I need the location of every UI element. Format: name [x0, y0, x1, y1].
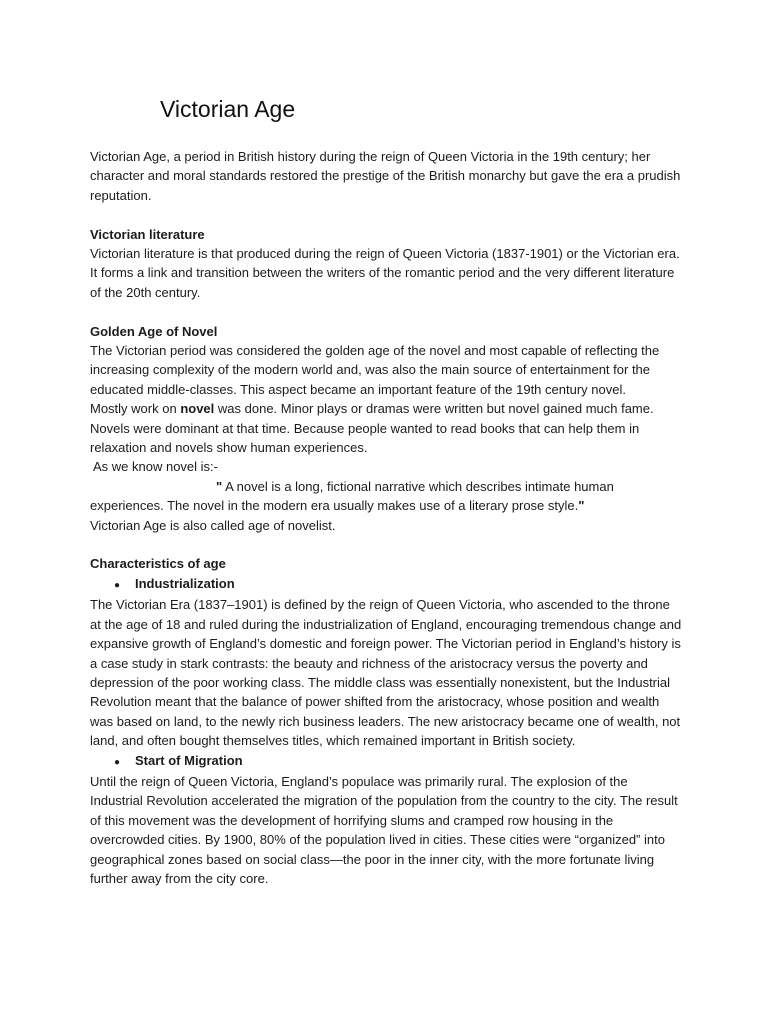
section-heading-literature: Victorian literature	[90, 226, 205, 242]
novel-paragraph-3: As we know novel is:-	[93, 459, 218, 475]
migration-paragraph: Until the reign of Queen Victoria, England’s populace was primarily rural. The explosion of the Industrial Revolution accelerated the migration of the population from the country to the city. The result of this movement was the development of horrifying slums and cramped row housing in the overcrowded cities. By 1900, 80% of the population lived in cities. These cities were “organized” into geographical zones based on social class—the poor in the inner city, with the more fortunate living further away from the city core.	[90, 773, 678, 886]
bullet-migration	[90, 751, 682, 772]
novel-bold-word: novel	[180, 401, 215, 417]
spacer	[90, 205, 682, 224]
industrialization-paragraph: The Victorian Era (1837–1901) is defined by the reign of Queen Victoria, who ascended to the throne at the age of 18 and ruled during the industrialization of England, encouraging tremendous change and expansive growth of England’s domestic and foreign power. The Victorian period in England’s history is a case study in stark contrasts: the beauty and richness of the aristocracy versus the poverty and depression of the poor working class. The middle class was essentially nonexistent, but the Industrial Revolution meant that the balance of power shifted from the aristocracy, whose position and wealth was based on land, to the newly rich business leaders. The new aristocracy became one of wealth, not land, and often bought themselves titles, which remained important in British society.	[90, 597, 682, 749]
novel-paragraph-4: Victorian Age is also called age of novelist.	[90, 517, 336, 533]
quote-open-mark: "	[216, 478, 223, 494]
novel-paragraph-2	[90, 399, 682, 457]
novel-quote	[90, 477, 682, 516]
section-heading-novel: Golden Age of Novel	[90, 323, 218, 339]
bullet-label: Start of Migration	[135, 752, 243, 768]
quote-text: A novel is a long, fictional narrative which describes intimate human experiences. The novel in the modern era usually makes use of a literary prose style.	[90, 478, 614, 514]
bullet-label: Industrialization	[135, 575, 235, 591]
novel-p2-before: Mostly work on	[90, 401, 181, 417]
document-title: Victorian Age	[160, 96, 296, 122]
novel-p2-after: was done. Minor plays or dramas were written but novel gained much fame. Novels were dominant at that time. Because people wanted to read books that can help them in relaxation and novels show human experiences.	[90, 401, 654, 456]
intro-paragraph: Victorian Age, a period in British history during the reign of Queen Victoria in the 19th century; her character and moral standards restored the prestige of the British monarchy but gave the era a prudish reputation.	[90, 149, 681, 203]
quote-close-mark: "	[578, 498, 585, 514]
spacer	[90, 535, 682, 554]
bullet-industrialization	[90, 574, 682, 595]
spacer	[90, 302, 682, 321]
literature-paragraph: Victorian literature is that produced during the reign of Queen Victoria (1837-1901) or the Victorian era. It forms a link and transition between the writers of the romantic period and the very different literature of the 20th century.	[90, 246, 680, 300]
quote-indent	[90, 479, 216, 494]
bullet-icon: ●	[114, 756, 121, 768]
document-body	[90, 147, 682, 888]
bullet-icon: ●	[114, 579, 121, 591]
section-heading-characteristics: Characteristics of age	[90, 556, 226, 572]
novel-paragraph-1: The Victorian period was considered the golden age of the novel and most capable of reflecting the increasing complexity of the modern world and, was also the main source of entertainment for the educated middle-classes. This aspect became an important feature of the 19th century novel.	[90, 343, 660, 397]
